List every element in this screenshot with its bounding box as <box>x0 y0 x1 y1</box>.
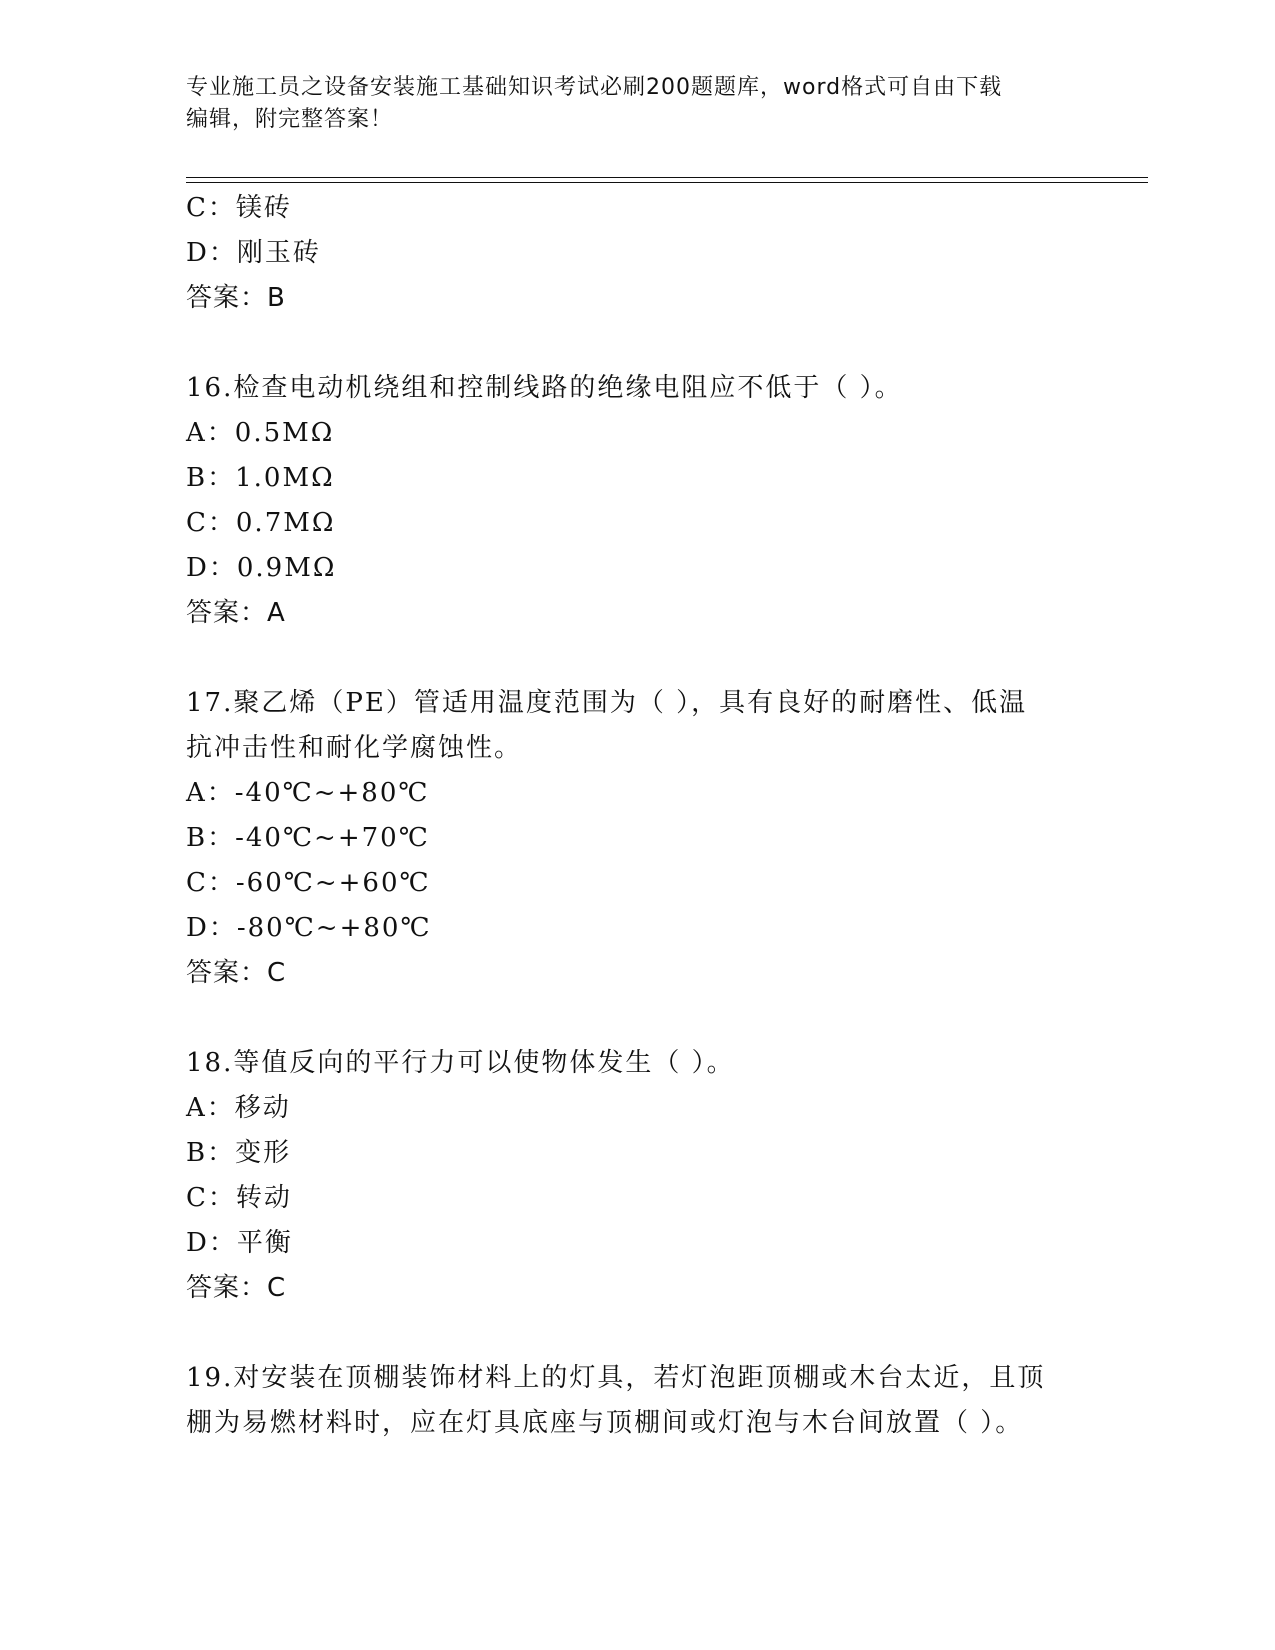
question-16-option-a: A：0.5MΩ <box>186 418 335 448</box>
question-18-answer: 答案：C <box>186 1273 287 1303</box>
question-17-stem-line-1: 17.聚乙烯（PE）管适用温度范围为（ ），具有良好的耐磨性、低温 <box>186 688 1028 718</box>
header-rule-top <box>186 177 1148 178</box>
question-16-answer: 答案：A <box>186 598 286 628</box>
question-16-option-d: D：0.9MΩ <box>186 553 337 583</box>
question-18-option-d: D：平衡 <box>186 1228 293 1258</box>
question-19-stem-line-1: 19.对安装在顶棚装饰材料上的灯具，若灯泡距顶棚或木台太近，且顶 <box>186 1363 1046 1393</box>
question-16-option-c: C：0.7MΩ <box>186 508 336 538</box>
question-18-stem: 18.等值反向的平行力可以使物体发生（ ）。 <box>186 1048 735 1078</box>
question-18-option-b: B：变形 <box>186 1138 292 1168</box>
page-header <box>186 72 1086 136</box>
question-17-stem-line-2: 抗冲击性和耐化学腐蚀性。 <box>186 733 523 763</box>
question-16-stem: 16.检查电动机绕组和控制线路的绝缘电阻应不低于（ ）。 <box>186 373 903 403</box>
option-d: D：刚玉砖 <box>186 238 321 268</box>
question-17-option-c: C：-60℃~+60℃ <box>186 868 431 898</box>
header-rule-bottom <box>186 182 1148 183</box>
question-17-option-b: B：-40℃~+70℃ <box>186 823 430 853</box>
question-18-option-c: C：转动 <box>186 1183 292 1213</box>
question-17-answer: 答案：C <box>186 958 287 988</box>
question-17-option-a: A：-40℃~+80℃ <box>186 778 430 808</box>
header-line-1: 专业施工员之设备安装施工基础知识考试必刷200题题库，word格式可自由下载 <box>186 75 1003 100</box>
question-19-stem-line-2: 棚为易燃材料时，应在灯具底座与顶棚间或灯泡与木台间放置（ ）。 <box>186 1408 1024 1438</box>
question-18-option-a: A：移动 <box>186 1093 291 1123</box>
answer: 答案：B <box>186 283 286 313</box>
question-17-option-d: D：-80℃~+80℃ <box>186 913 432 943</box>
question-16-option-b: B：1.0MΩ <box>186 463 335 493</box>
header-line-2: 编辑，附完整答案！ <box>186 107 394 132</box>
option-c: C：镁砖 <box>186 193 292 223</box>
